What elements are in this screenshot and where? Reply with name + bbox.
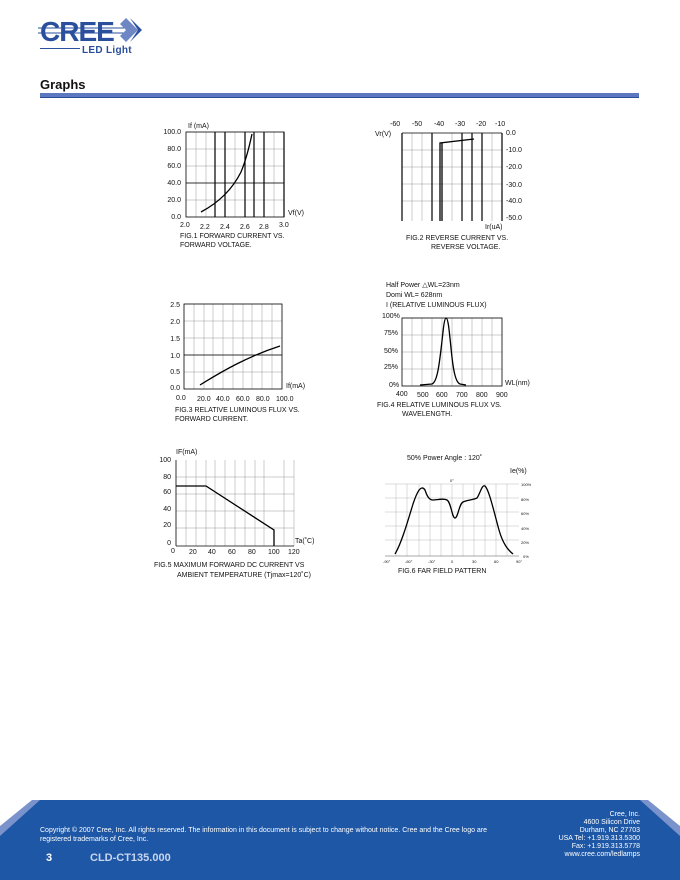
fig3-caption-line1: FIG.3 RELATIVE LUMINOUS FLUX VS.	[175, 407, 300, 414]
fig5-ytick: 100	[159, 457, 171, 464]
fig1-xtick: 2.8	[259, 224, 269, 231]
fig4-xtick: 400	[396, 391, 408, 398]
fig4-ytick: 75%	[384, 330, 399, 337]
fig6-right-tick: 100%	[521, 482, 532, 487]
fig6-caption: FIG.6 FAR FIELD PATTERN	[398, 568, 487, 575]
fig2-caption-line2: REVERSE VOLTAGE.	[431, 244, 501, 251]
fig3-xtick: 20.0	[197, 396, 211, 403]
fig4-note-relative-flux: I (RELATIVE LUMINOUS FLUX)	[386, 302, 487, 309]
fig3-xtick: 80.0	[256, 396, 270, 403]
fig5-xtick: 120	[288, 549, 300, 556]
footer-copyright: Copyright © 2007 Cree, Inc. All rights reserved. The information in this document is subject to change without notice. Cree and the Cree logo are registered trademarks of Cree, Inc.	[40, 827, 488, 843]
fig2-y-axis-label: Vr(V)	[375, 131, 392, 138]
fig5-xtick: 80	[248, 549, 256, 556]
fig4-curve	[420, 318, 466, 385]
fig6-xtick: 30	[472, 559, 477, 564]
fig1-curve	[201, 134, 252, 212]
footer-address-line: Cree, Inc.	[609, 811, 640, 818]
fig1-xtick: 2.6	[240, 224, 250, 231]
fig5-ytick: 60	[163, 489, 171, 496]
fig4-xtick: 600	[436, 392, 448, 399]
fig2-right-tick: -10.0	[506, 147, 522, 154]
fig3-plot	[184, 304, 284, 390]
fig1-ytick: 100.0	[163, 129, 181, 136]
fig5-xtick: 20	[189, 549, 197, 556]
fig4-note-dominant-wl: Domi WL= 628nm	[386, 292, 443, 299]
footer-address-line: 4600 Silicon Drive	[583, 819, 640, 826]
fig2-right-tick: -40.0	[506, 198, 522, 205]
fig6-right-tick: 60%	[521, 511, 530, 516]
fig6-xtick: 60	[494, 559, 499, 564]
fig4-xtick: 700	[456, 392, 468, 399]
fig3-xtick: 60.0	[236, 396, 250, 403]
fig6-top-mark: 0°	[450, 478, 454, 483]
fig4-xtick: 900	[496, 392, 508, 399]
fig4-xtick: 500	[417, 392, 429, 399]
fig6-xtick: -90°	[383, 559, 391, 564]
fig5-plot	[176, 460, 296, 548]
fig4-ytick: 25%	[384, 364, 399, 371]
fig3-ytick: 0.0	[170, 385, 180, 392]
document-id: CLD-CT135.000	[90, 852, 171, 864]
fig6-xtick: 0	[451, 559, 454, 564]
fig1-plot	[186, 132, 286, 218]
fig2-right-tick: 0.0	[506, 130, 516, 137]
fig5-xtick: 60	[228, 549, 236, 556]
fig3-ytick: 1.0	[170, 353, 180, 360]
page-number: 3	[46, 852, 53, 864]
fig6-xtick: -60°	[405, 559, 413, 564]
fig1-caption-line1: FIG.1 FORWARD CURRENT VS.	[180, 233, 285, 240]
fig6-right-tick: 0%	[523, 554, 529, 559]
fig2-right-tick: -20.0	[506, 164, 522, 171]
fig3-x-axis-label: If(mA)	[286, 383, 306, 390]
fig2-plot	[402, 133, 504, 223]
fig5-ytick: 0	[167, 540, 171, 547]
fig3-ytick: 2.0	[170, 319, 180, 326]
brand-wordmark: CREE	[40, 16, 114, 47]
fig2-caption-line1: FIG.2 REVERSE CURRENT VS.	[406, 235, 509, 242]
fig3-ytick: 2.5	[170, 302, 180, 309]
fig4-ytick: 100%	[382, 313, 400, 320]
fig6-right-tick: 80%	[521, 497, 530, 502]
delta-icon: △	[422, 282, 428, 289]
fig2-top-tick: -20	[476, 121, 487, 128]
fig3-xtick: 0.0	[176, 395, 186, 402]
fig2-top-tick: -10	[495, 121, 506, 128]
fig6-xtick: -30°	[428, 559, 436, 564]
fig5-xtick: 40	[208, 549, 216, 556]
fig1-caption-line2: FORWARD VOLTAGE.	[180, 242, 252, 249]
fig6-plot	[385, 484, 521, 558]
fig1-ytick: 20.0	[167, 197, 181, 204]
fig1-xtick: 2.0	[180, 222, 190, 229]
section-title: Graphs	[40, 77, 86, 92]
fig3-caption-line2: FORWARD CURRENT.	[175, 416, 249, 423]
fig2-top-tick: -60	[390, 121, 401, 128]
fig1-ytick: 80.0	[167, 146, 181, 153]
fig4-caption-line1: FIG.4 RELATIVE LUMINOUS FLUX VS.	[377, 402, 502, 409]
fig2-curve	[440, 139, 474, 221]
fig2-top-tick: -50	[412, 121, 423, 128]
fig2-top-tick: -30	[455, 121, 466, 128]
section-divider-bar	[40, 93, 639, 98]
brand-tagline: LED Light	[82, 45, 132, 56]
fig1-x-axis-label: Vf(V)	[288, 210, 304, 217]
footer-address-line: Durham, NC 27703	[579, 827, 640, 834]
fig6-right-tick: 40%	[521, 526, 530, 531]
footer-address-line: Fax: +1.919.313.5778	[571, 843, 640, 850]
fig6-curve	[395, 486, 513, 554]
fig5-ytick: 80	[163, 474, 171, 481]
fig6-xtick: 90°	[516, 559, 523, 564]
fig3-xtick: 100.0	[276, 396, 294, 403]
footer-address-line: USA Tel: +1.919.313.5300	[558, 835, 640, 842]
fig5-caption-line1: FIG.5 MAXIMUM FORWARD DC CURRENT VS	[154, 562, 305, 569]
fig3-ytick: 1.5	[170, 336, 180, 343]
fig5-ytick: 20	[163, 522, 171, 529]
fig1-ytick: 40.0	[167, 180, 181, 187]
logo-divider	[40, 48, 80, 49]
footer-address	[559, 811, 640, 859]
fig4-ytick: 0%	[389, 382, 400, 389]
fig1-xtick: 2.4	[220, 224, 230, 231]
fig3-curve	[200, 346, 280, 385]
fig6-right-tick: 20%	[521, 540, 530, 545]
fig1-y-axis-label: If (mA)	[188, 123, 209, 130]
fig4-x-axis-label: WL(nm)	[505, 380, 530, 387]
fig1-xtick: 2.2	[200, 224, 210, 231]
fig4-caption-line2: WAVELENGTH.	[402, 411, 453, 418]
fig1-xtick: 3.0	[279, 222, 289, 229]
fig4-ytick: 50%	[384, 348, 399, 355]
fig2-x-axis-label: Ir(uA)	[485, 224, 503, 231]
fig6-title: 50% Power Angle : 120˚	[407, 455, 483, 462]
fig3-xtick: 40.0	[216, 396, 230, 403]
fig2-top-tick: -40	[434, 121, 445, 128]
fig5-xtick: 0	[171, 548, 175, 555]
fig6-y-axis-label: Ie(%)	[510, 468, 527, 475]
fig4-plot	[402, 318, 504, 388]
footer-website-link[interactable]: www.cree.com/ledlamps	[564, 851, 640, 858]
fig4-note-half-power	[386, 282, 460, 290]
fig2-right-tick: -50.0	[506, 215, 522, 222]
fig1-ytick: 0.0	[171, 214, 181, 221]
fig2-right-tick: -30.0	[506, 182, 522, 189]
fig3-ytick: 0.5	[170, 369, 180, 376]
fig5-ytick: 40	[163, 506, 171, 513]
fig5-caption-line2: AMBIENT TEMPERATURE (Tjmax=120˚C)	[177, 572, 311, 579]
fig4-xtick: 800	[476, 392, 488, 399]
fig5-y-axis-label: IF(mA)	[176, 449, 198, 456]
fig4-note-half-power-value: WL=23nm	[427, 282, 460, 289]
fig4-note-half-power-label: Half Power	[386, 282, 421, 289]
fig5-xtick: 100	[268, 549, 280, 556]
fig5-x-axis-label: Ta(˚C)	[295, 538, 315, 545]
fig1-ytick: 60.0	[167, 163, 181, 170]
